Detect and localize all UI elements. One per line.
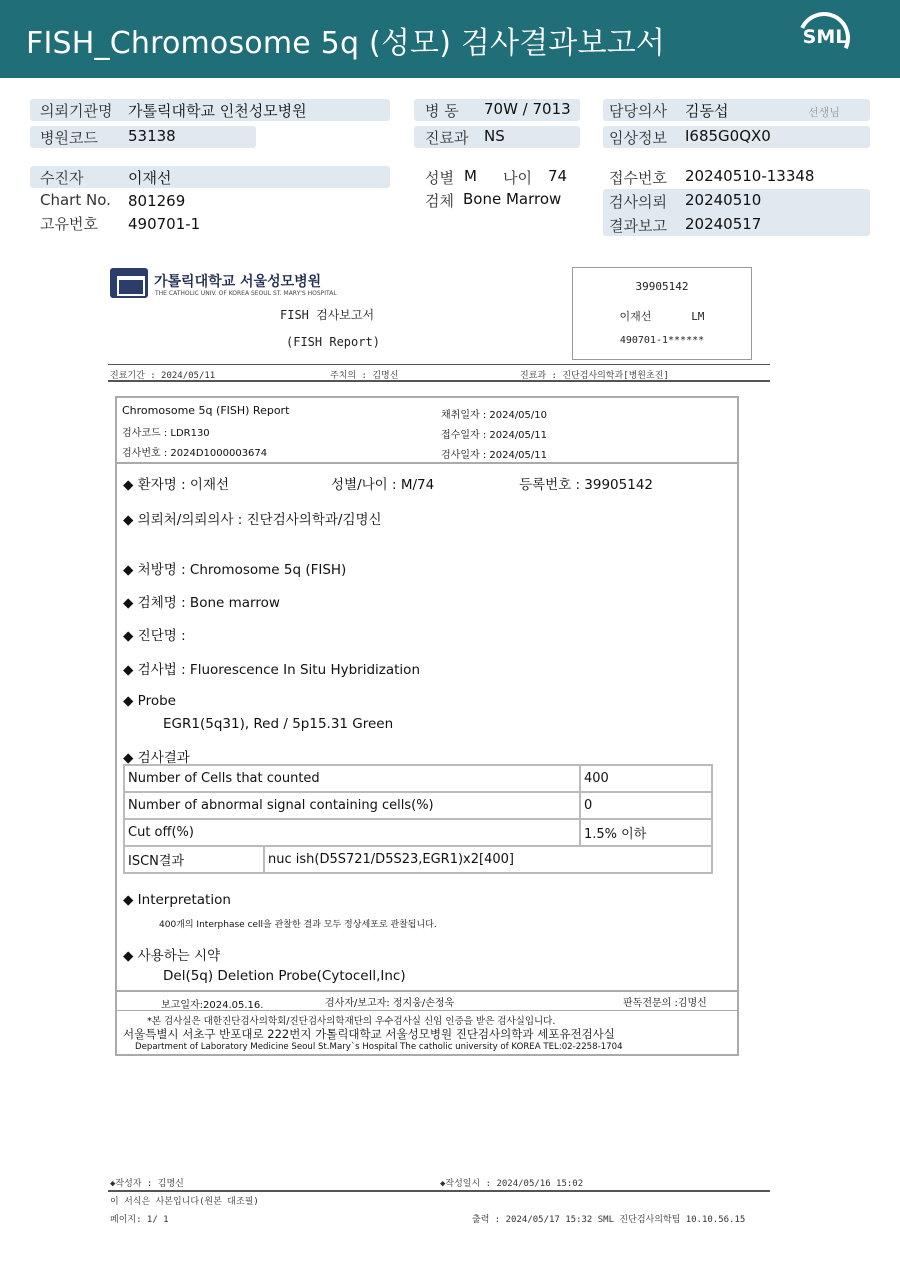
report-name: Chromosome 5q (FISH) Report bbox=[122, 404, 290, 417]
sex-value: M bbox=[464, 167, 477, 185]
patient-line: ◆ 환자명 : 이재선 bbox=[123, 477, 230, 493]
hospital-emblem-icon bbox=[110, 268, 148, 298]
doctor-suffix: 선생님 bbox=[808, 106, 840, 119]
doc-title-en: (FISH Report) bbox=[286, 335, 380, 349]
interpretation-heading: ◆ Interpretation bbox=[123, 892, 231, 908]
age-label: 나이 bbox=[503, 169, 532, 187]
report-header-divider bbox=[117, 462, 737, 464]
report-footer-divider bbox=[117, 990, 737, 992]
box-code: LM bbox=[691, 310, 705, 323]
copy-note: 이 서식은 사본입니다(원본 대조필) bbox=[110, 1197, 259, 1207]
report-cert-divider bbox=[117, 1010, 737, 1011]
treatment-period: 진료기간 : 2024/05/11 bbox=[110, 371, 216, 381]
result-date-value: 20240517 bbox=[685, 215, 762, 233]
iscn-label: ISCN결과 bbox=[124, 846, 264, 873]
ward-value: 70W / 7013 bbox=[484, 100, 571, 118]
hospital-code-label: 병원코드 bbox=[40, 129, 98, 147]
fish-report bbox=[115, 396, 739, 1056]
registration-line: 등록번호 : 39905142 bbox=[519, 477, 654, 493]
table-row bbox=[124, 846, 712, 873]
collect-date: 채취일자 : 2024/05/10 bbox=[441, 410, 548, 421]
certification: *본 검사실은 대한진단검사의학회/진단검사의학재단의 우수검사실 신임 인증을 받은 검사실입니다. bbox=[147, 1016, 556, 1027]
sml-logo bbox=[796, 12, 852, 66]
specimen-line: ◆ 검체명 : Bone marrow bbox=[123, 595, 280, 611]
divider-top bbox=[108, 364, 770, 365]
patient-id-box bbox=[572, 267, 752, 360]
printed-at: 출력 : 2024/05/17 15:32 SML 진단검사의학팀 10.10.56.15 bbox=[472, 1215, 746, 1225]
institution-label: 의뢰기관명 bbox=[40, 102, 113, 120]
chart-no-value: 801269 bbox=[128, 192, 186, 210]
specimen-value: Bone Marrow bbox=[463, 190, 562, 208]
institution-value: 가톨릭대학교 인천성모병원 bbox=[128, 102, 307, 120]
unique-no-value: 490701-1 bbox=[128, 215, 201, 233]
box-name: 이재선 bbox=[619, 310, 652, 323]
hospital-name: 가톨릭대학교 서울성모병원 bbox=[154, 274, 322, 290]
row-value: 1.5% 이하 bbox=[580, 819, 712, 846]
doctor-value: 김동섭 bbox=[685, 102, 729, 120]
clinical-value: I685G0QX0 bbox=[685, 127, 771, 145]
table-row bbox=[124, 819, 712, 846]
ward-label: 병 동 bbox=[425, 102, 459, 120]
test-number: 검사번호 : 2024D1000003674 bbox=[122, 448, 268, 459]
table-row bbox=[124, 792, 712, 819]
receipt-label: 접수번호 bbox=[609, 169, 667, 187]
patient-row bbox=[30, 166, 390, 188]
interpretation-text: 400개의 Interphase cell을 관찰한 결과 모두 정상세포로 관찰됩니다. bbox=[159, 920, 437, 930]
receive-date: 접수일자 : 2024/05/11 bbox=[441, 430, 548, 441]
sex-age-line: 성별/나이 : M/74 bbox=[331, 477, 435, 493]
diagnosis-line: ◆ 진단명 : bbox=[123, 628, 186, 644]
attending-physician: 주치의 : 김명신 bbox=[330, 371, 399, 381]
box-patient-name bbox=[573, 308, 751, 324]
dept-value: NS bbox=[484, 127, 505, 145]
reagent-text: Del(5q) Deletion Probe(Cytocell,Inc) bbox=[163, 968, 406, 984]
page-number: 페이지: 1/ 1 bbox=[110, 1215, 169, 1225]
order-line: ◆ 처방명 : Chromosome 5q (FISH) bbox=[123, 562, 347, 578]
patient-value: 이재선 bbox=[128, 169, 172, 187]
row-label: Cut off(%) bbox=[124, 819, 580, 846]
probe-detail: EGR1(5q31), Red / 5p15.31 Green bbox=[163, 716, 394, 732]
probe-heading: ◆ Probe bbox=[123, 693, 176, 709]
address-en: Department of Laboratory Medicine Seoul St.Mary`s Hospital The catholic university of KOREA TEL:02-2258-1704 bbox=[135, 1042, 623, 1052]
row-value: 400 bbox=[580, 765, 712, 792]
request-label: 검사의뢰 bbox=[609, 193, 667, 211]
clinical-label: 임상정보 bbox=[609, 129, 667, 147]
patient-label: 수진자 bbox=[40, 169, 84, 187]
examiner: 검사자/보고자: 정지웅/손정욱 bbox=[325, 998, 455, 1009]
method-line: ◆ 검사법 : Fluorescence In Situ Hybridization bbox=[123, 662, 420, 678]
row-label: Number of Cells that counted bbox=[124, 765, 580, 792]
page-title: FISH_Chromosome 5q (성모) 검사결과보고서 bbox=[26, 26, 666, 61]
row-label: Number of abnormal signal containing cells(%) bbox=[124, 792, 580, 819]
doctor-label: 담당의사 bbox=[609, 102, 667, 120]
test-code: 검사코드 : LDR130 bbox=[122, 428, 210, 439]
dept-label: 진료과 bbox=[425, 129, 469, 147]
result-table bbox=[123, 764, 713, 874]
exam-date: 검사일자 : 2024/05/11 bbox=[441, 450, 548, 461]
header-bar bbox=[0, 0, 900, 78]
written-at: ◆작성일시 : 2024/05/16 15:02 bbox=[440, 1179, 584, 1189]
result-heading: ◆ 검사결과 bbox=[123, 750, 190, 766]
receipt-value: 20240510-13348 bbox=[685, 167, 815, 185]
specialist: 판독전문의 :김명신 bbox=[623, 998, 707, 1009]
result-date-label: 결과보고 bbox=[609, 217, 667, 235]
box-rrn: 490701-1****** bbox=[619, 335, 705, 346]
department: 진료과 : 진단검사의학과[병원초진] bbox=[520, 371, 669, 381]
report-date: 보고일자:2024.05.16. bbox=[161, 1000, 264, 1011]
chart-no-label: Chart No. bbox=[40, 191, 111, 209]
referrer-line: ◆ 의뢰처/의뢰의사 : 진단검사의학과/김명신 bbox=[123, 512, 382, 528]
divider-bottom bbox=[108, 380, 770, 382]
hospital-subtitle: THE CATHOLIC UNIV. OF KOREA SEOUL ST. MARY'S HOSPITAL bbox=[155, 290, 337, 297]
writer: ◆작성자 : 김명신 bbox=[110, 1179, 184, 1189]
request-value: 20240510 bbox=[685, 191, 762, 209]
hospital-code-value: 53138 bbox=[128, 127, 176, 145]
footer-divider bbox=[108, 1190, 770, 1192]
specimen-label: 검체 bbox=[425, 192, 454, 210]
address-ko: 서울특별시 서초구 반포대로 222번지 가톨릭대학교 서울성모병원 진단검사의학과 세포유전검사실 bbox=[123, 1027, 615, 1041]
logo-text: SML bbox=[802, 26, 848, 48]
iscn-value: nuc ish(D5S721/D5S23,EGR1)x2[400] bbox=[264, 846, 712, 873]
box-patient-id: 39905142 bbox=[635, 280, 689, 293]
doc-title-ko: FISH 검사보고서 bbox=[280, 308, 375, 322]
age-value: 74 bbox=[548, 167, 568, 185]
row-value: 0 bbox=[580, 792, 712, 819]
reagent-heading: ◆ 사용하는 시약 bbox=[123, 948, 221, 964]
table-row bbox=[124, 765, 712, 792]
unique-no-label: 고유번호 bbox=[40, 215, 98, 233]
sex-label: 성별 bbox=[425, 169, 454, 187]
